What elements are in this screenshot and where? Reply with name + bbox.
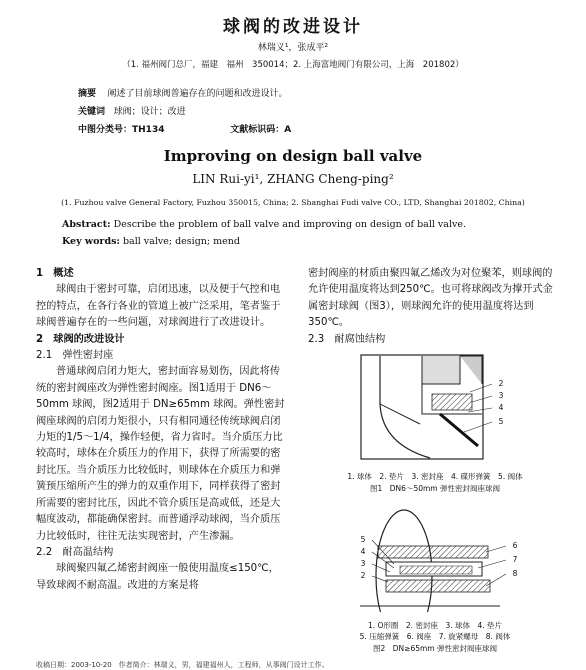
figure-2-parts-line-1: 1. O形圈 2. 密封座 3. 球体 4. 垫片 [367,621,503,630]
fig1-label-4: 4 [498,403,504,412]
section-2-2-heading: 2.2 耐高温结构 [36,546,114,558]
english-keywords [62,236,240,247]
fig2-label-5: 5 [360,535,366,544]
keywords-line [78,104,186,117]
fig1-label-2: 2 [498,379,504,388]
figure-1-caption: 图1 DN6～50mm 弹性密封阀座球阀 [370,484,500,493]
paper-title: 球阀的改进设计 [223,17,363,37]
fig1-label-5: 5 [498,417,504,426]
fig2-label-8: 8 [512,569,518,578]
fig2-label-4: 4 [360,547,366,556]
keywords-label: 关键词 [78,107,106,117]
english-keywords-label: Key words: [62,236,120,247]
english-abstract-text: Describe the problem of ball valve and improving on design of ball valve. [113,219,466,230]
section-2-1-heading: 2.1 弹性密封座 [36,350,114,362]
abstract-label: 摘要 [78,89,97,99]
footnote: 收稿日期：2003-10-20 作者简介：林瑞义，男，福建福州人，工程师，从事阀门设计工作。 [36,661,329,669]
figure-1 [360,354,530,462]
fig2-label-3: 3 [360,559,366,568]
fig2-label-7: 7 [512,555,518,564]
fig2-label-2: 2 [360,571,366,580]
english-affiliation: (1. Fuzhou valve General Factory, Fuzhou 350015, China; 2. Shanghai Fudi valve CO., LTD, Shanghai 201802, China) [61,198,525,207]
right-column [308,266,556,348]
figure-2-drawing [360,506,530,612]
keywords-text: 球阀；设计；改进 [113,107,186,117]
left-column [36,266,288,594]
doc-code-value: A [284,125,292,135]
clc-label: 中图分类号： [78,125,133,135]
english-abstract-label: Abstract: [62,219,111,230]
authors: 林瑞义¹，张成平² [257,43,329,53]
right-paragraph: 密封阀座的材质由聚四氟乙烯改为对位聚苯，则球阀的允许使用温度将达到250℃。也可将球阀改为撑开式金属密封球阀（图3），则球阀允许的使用温度将达到350℃。 [308,268,553,329]
doc-code-label: 文献标识码： [230,125,285,135]
abstract-text: 阐述了目前球阀普遍存在的问题和改进设计。 [107,89,288,99]
english-authors: LIN Rui-yi¹, ZHANG Cheng-ping² [192,172,394,186]
clc-value: TH134 [132,125,165,135]
english-abstract [62,219,466,230]
section-1-heading: 1 概述 [36,268,74,279]
english-keywords-text: ball valve; design; mend [122,236,240,247]
section-2-1-paragraph: 普通球阀启闭力矩大，密封面容易划伤，因此将传统的密封阀座改为弹性密封阀座。图1适用于 DN6～50mm 球阀，图2适用于 DN≥65mm 球阀。弹性密封阀座球阀的启闭力矩很小，只有相同通径传统球阀启闭力矩的1/5～1/4，操作轻便，省力省时。当介质压力比较高时，球体在介质压力的作用下，获得了所需要的密封比压。当介质压力比较低时，则球体在介质压力和弹簧预压缩所产生的弹力的双重作用下，同样获得了密封所需要的密封比压，因此不管介质压是高或低，还是大幅度波动，都能确保密封。而普通浮动球阀，当介质压力比较低时，往往无法实现密封，产生渗漏。 [36,366,285,542]
fig1-label-3: 3 [498,391,504,400]
section-2-3-heading: 2.3 耐腐蚀结构 [308,333,386,345]
figure-2-parts-line-2: 5. 压缩弹簧 6. 阀座 7. 旋紧螺母 8. 阀体 [359,632,511,641]
section-2-2-paragraph: 球阀聚四氟乙烯密封阀座一般使用温度≤150℃，导致球阀不耐高温。改进的方案是将 [36,563,279,591]
figure-2 [360,506,530,612]
fig2-label-6: 6 [512,541,518,550]
section-2-heading: 2 球阀的改进设计 [36,333,125,345]
figure-1-parts: 1. 球体 2. 垫片 3. 密封座 4. 碟形弹簧 5. 阀体 [347,472,523,481]
affiliation: （1. 福州阀门总厂，福建 福州 350014；2. 上海富地阀门有限公司，上海 201802） [122,60,464,70]
classification-line [78,122,291,135]
section-1-paragraph: 球阀由于密封可靠，启闭迅速，以及便于气控和电控的特点，在各行各业的管道上被广泛采用，笔者鉴于球阀普遍存在的一些问题，对球阀进行了改进设计。 [36,284,281,329]
abstract-line [78,86,287,99]
english-title: Improving on design ball valve [163,147,423,165]
figure-2-caption: 图2 DN≥65mm 弹性密封阀座球阀 [373,644,497,653]
